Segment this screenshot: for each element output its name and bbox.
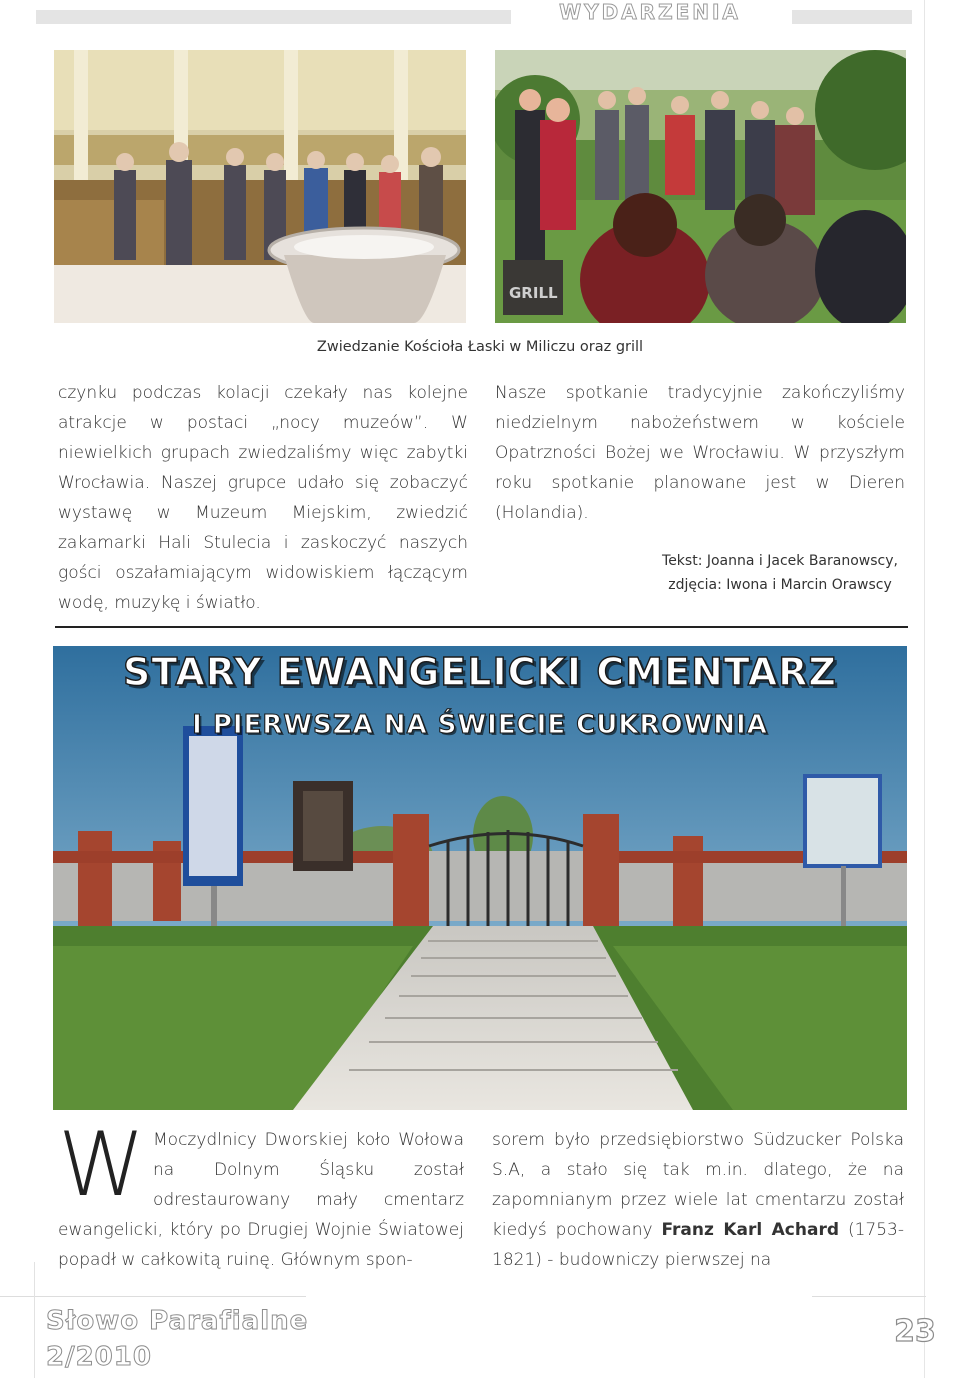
page-number: 23 [894, 1314, 936, 1349]
article2-title: STARY EWANGELICKI CMENTARZ [123, 650, 837, 694]
church-interior-photo [54, 50, 466, 323]
article2-subtitle: I PIERWSZA NA ŚWIECIE CUKROWNIA [192, 710, 768, 740]
footer-rule-left [0, 1296, 306, 1297]
article2-right-start: sorem było przedsiębiorstwo Südzucker Polska S.A, a stało się tak m.in. dlatego, że na zapomnianym przez wiele lat cmentarzu został kiedyś pochowany [492, 1130, 904, 1240]
article1-right-text: Nasze spotkanie tradycyjnie zakończyliśmy niedzielnym nabożeństwem w kościele Opatrzności Bożej we Wrocławiu. W przyszłym roku spotkanie planowane jest w Dieren (Holandia). [495, 383, 905, 523]
article2-left-column [58, 1113, 464, 1275]
article1-left-column [58, 378, 468, 618]
header-bar-right [792, 10, 912, 24]
footer-rule-right [812, 1296, 926, 1297]
header-bar-left [36, 10, 511, 24]
article2-right-end: (1753-1821) - budowniczy pierwszej na [492, 1220, 904, 1270]
achard-name: Franz Karl Achard [661, 1220, 840, 1240]
grill-gathering-photo [495, 50, 906, 323]
article2-left-body: Moczydlnicy Dworskiej koło Wołowa na Dolnym Śląsku został odrestaurowany mały cmentarz ewangelicki, który po Drugiej Wojnie Światowej popadł w całkowitą ruinę. Głównym spon- [58, 1130, 464, 1270]
magazine-name: Słowo Parafialne [46, 1306, 309, 1336]
magazine-issue: 2/2010 [46, 1342, 152, 1372]
article2-right-column [492, 1125, 904, 1275]
grill-sign-text: GRILL [509, 284, 558, 302]
credit-text-authors: Tekst: Joanna i Jacek Baranowscy, [662, 553, 898, 569]
article1-credits [600, 549, 960, 597]
credit-photo-authors: zdjęcia: Iwona i Marcin Orawscy [668, 577, 892, 593]
article1-left-text: czynku podczas kolacji czekały nas kolejne atrakcje w postaci „nocy muzeów”. W niewielkich grupach zwiedzaliśmy więc zabytki Wrocławia. Naszej grupce udało się zobaczyć wystawę w Muzeum Miejskim, zwiedzić zakamarki Hali Stulecia i zaskoczyć naszych gości oszałamiającym widowiskiem łączącym wodę, muzykę i światło. [58, 383, 468, 613]
photo-caption: Zwiedzanie Kościoła Łaski w Miliczu oraz grill [316, 339, 644, 355]
section-divider [55, 626, 908, 628]
dropcap-letter: W [58, 1113, 146, 1216]
section-title: WYDARZENIA [559, 0, 741, 24]
page-edge-rule [924, 0, 925, 1378]
footer-vertical-rule [34, 1262, 35, 1378]
article2-right-text [492, 1125, 904, 1275]
article1-right-column [495, 378, 905, 528]
